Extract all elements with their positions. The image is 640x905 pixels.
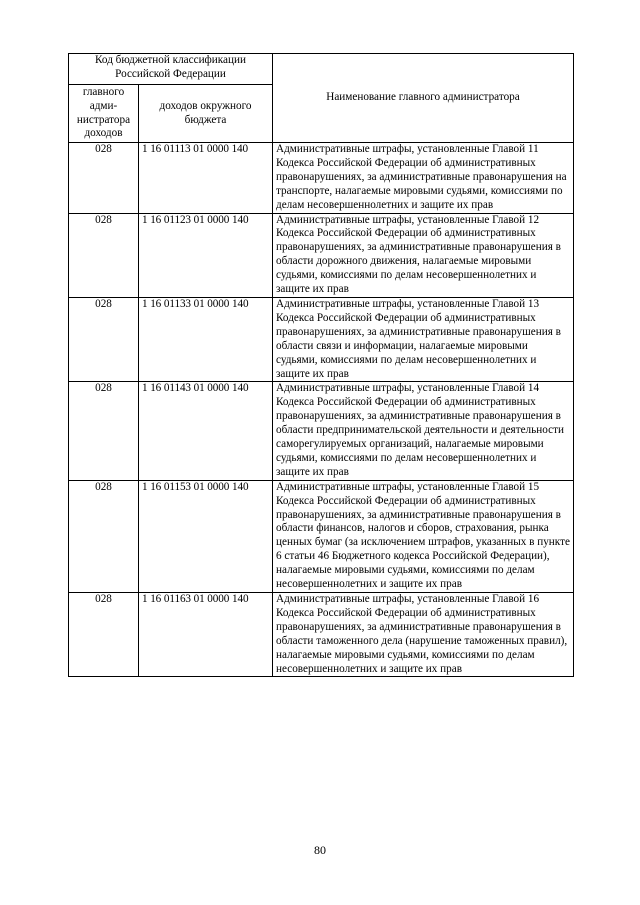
revenue-code-cell: 1 16 01163 01 0000 140: [139, 593, 273, 677]
header-chief-administrator: главного адми-нистратора доходов: [69, 85, 139, 143]
admin-code-cell: 028: [69, 213, 139, 297]
administrator-name-cell: Административные штрафы, установленные Главой 15 Кодекса Российской Федерации об административных правонарушениях, за административные правонарушения в области финансов, налогов и сборов, страхования, рынка ценных бумаг (за исключением штрафов, указанных в пункте 6 статьи 46 Бюджетного кодекса Российской Федерации), налагаемые мировыми судьями, комиссиями по делам несовершеннолетних и защите их прав: [273, 480, 574, 592]
table-row: [69, 213, 574, 297]
table-header-row: [69, 54, 574, 85]
table-row: [69, 593, 574, 677]
admin-code-cell: 028: [69, 382, 139, 480]
table-row: [69, 297, 574, 381]
administrator-name-cell: Административные штрафы, установленные Главой 11 Кодекса Российской Федерации об административных правонарушениях, за административные правонарушения на транспорте, налагаемые мировыми судьями, комиссиями по делам несовершеннолетних и защите их прав: [273, 143, 574, 214]
header-group-label: Код бюджетной классификации Российской Федерации: [69, 54, 273, 85]
administrator-name-cell: Административные штрафы, установленные Главой 16 Кодекса Российской Федерации об административных правонарушениях, за административные правонарушения в области таможенного дела (нарушение таможенных правил), налагаемые мировыми судьями, комиссиями по делам несовершеннолетних и защите их прав: [273, 593, 574, 677]
budget-classification-table: [68, 53, 574, 677]
admin-code-cell: 028: [69, 297, 139, 381]
revenue-code-cell: 1 16 01123 01 0000 140: [139, 213, 273, 297]
administrator-name-cell: Административные штрафы, установленные Главой 13 Кодекса Российской Федерации об административных правонарушениях, за административные правонарушения в области связи и информации, налагаемые мировыми судьями, комиссиями по делам несовершеннолетних и защите их прав: [273, 297, 574, 381]
table-row: [69, 143, 574, 214]
revenue-code-cell: 1 16 01153 01 0000 140: [139, 480, 273, 592]
admin-code-cell: 028: [69, 593, 139, 677]
administrator-name-cell: Административные штрафы, установленные Главой 12 Кодекса Российской Федерации об административных правонарушениях, за административные правонарушения в области дорожного движения, налагаемые мировыми судьями, комиссиями по делам несовершеннолетних и защите их прав: [273, 213, 574, 297]
revenue-code-cell: 1 16 01143 01 0000 140: [139, 382, 273, 480]
administrator-name-cell: Административные штрафы, установленные Главой 14 Кодекса Российской Федерации об административных правонарушениях, за административные правонарушения в области предпринимательской деятельности и деятельности саморегулируемых организаций, налагаемые мировыми судьями, комиссиями по делам несовершеннолетних и защите их прав: [273, 382, 574, 480]
revenue-code-cell: 1 16 01133 01 0000 140: [139, 297, 273, 381]
table-row: [69, 480, 574, 592]
admin-code-cell: 028: [69, 143, 139, 214]
table-body: [69, 143, 574, 677]
revenue-code-cell: 1 16 01113 01 0000 140: [139, 143, 273, 214]
header-administrator-name: Наименование главного администратора: [273, 54, 574, 143]
page-number: 80: [314, 843, 326, 857]
admin-code-cell: 028: [69, 480, 139, 592]
header-revenue-code: доходов окружного бюджета: [139, 85, 273, 143]
table-row: [69, 382, 574, 480]
